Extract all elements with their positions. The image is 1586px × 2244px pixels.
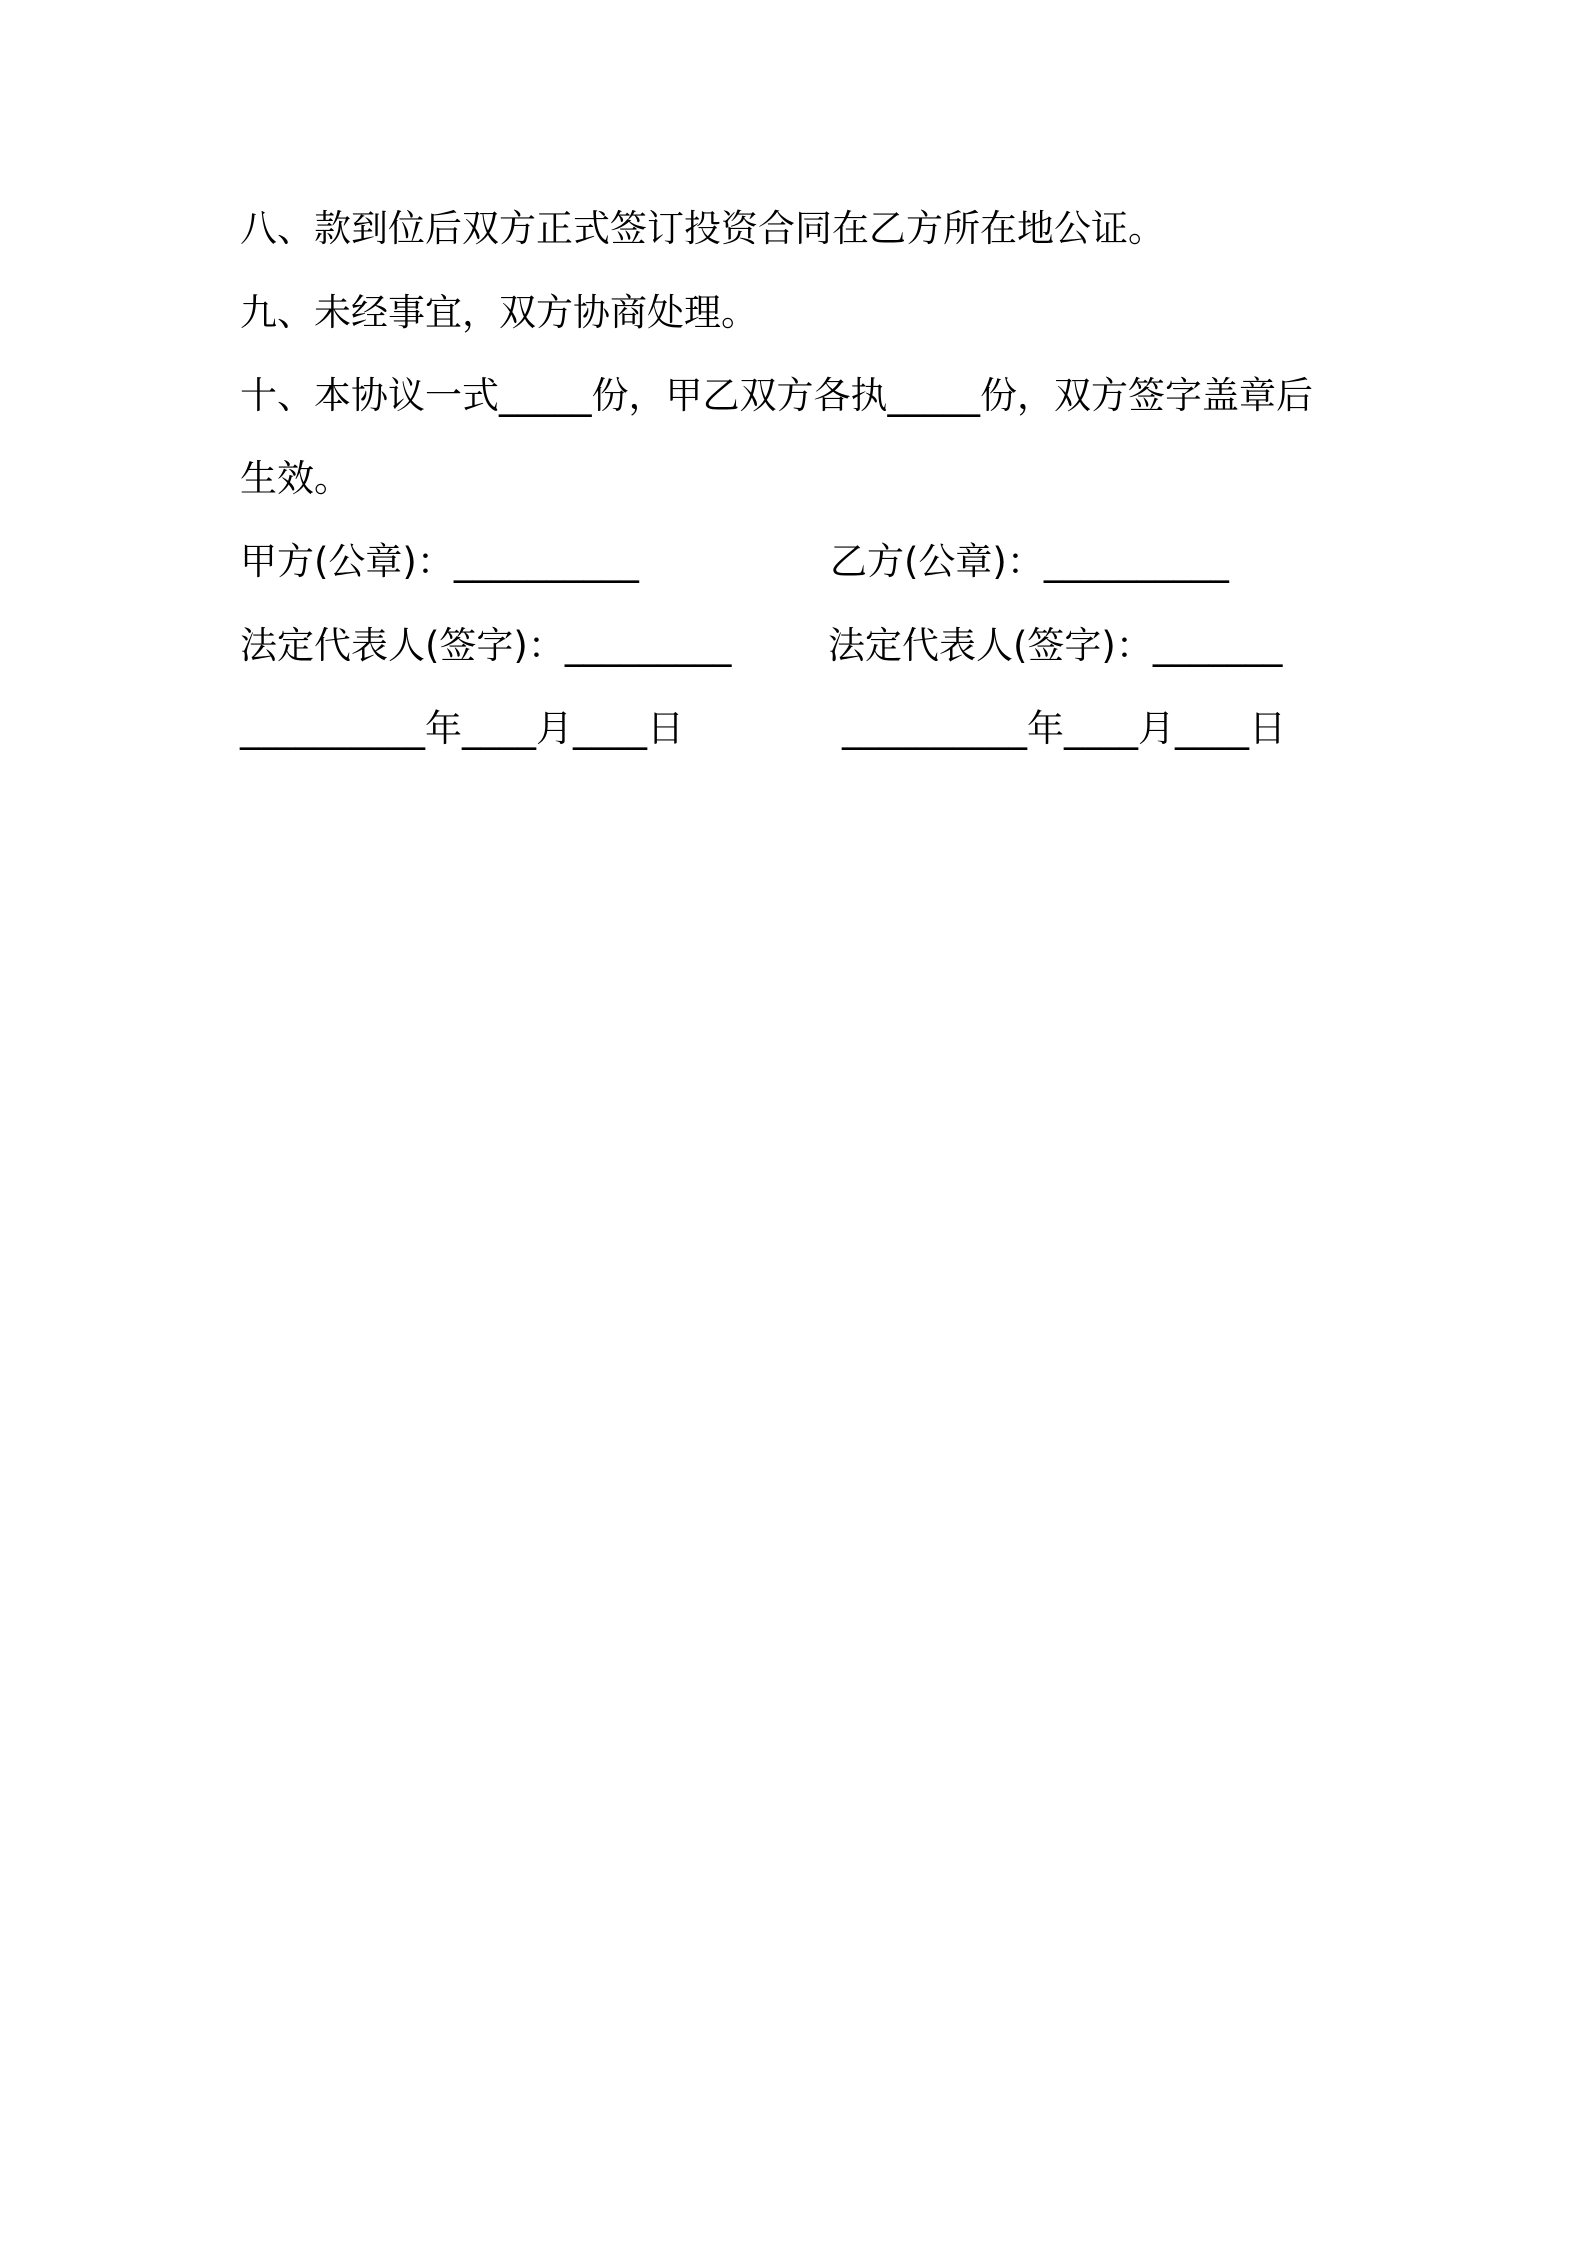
clause-8: 八、款到位后双方正式签订投资合同在乙方所在地公证。: [240, 207, 1165, 250]
party-a-seal: 甲方(公章)：__________: [240, 540, 639, 583]
party-b-date: __________年____月____日: [842, 707, 1286, 750]
party-b-representative: 法定代表人(签字)：_______: [828, 624, 1283, 667]
clause-9: 九、未经事宜，双方协商处理。: [240, 291, 758, 334]
clause-10-line-1: 十、本协议一式_____份，甲乙双方各执_____份，双方签字盖章后: [240, 374, 1313, 417]
party-a-date: __________年____月____日: [240, 707, 684, 750]
party-a-representative: 法定代表人(签字)：_________: [240, 624, 732, 667]
clause-10-line-2: 生效。: [240, 457, 351, 500]
party-b-seal: 乙方(公章)：__________: [830, 540, 1229, 583]
